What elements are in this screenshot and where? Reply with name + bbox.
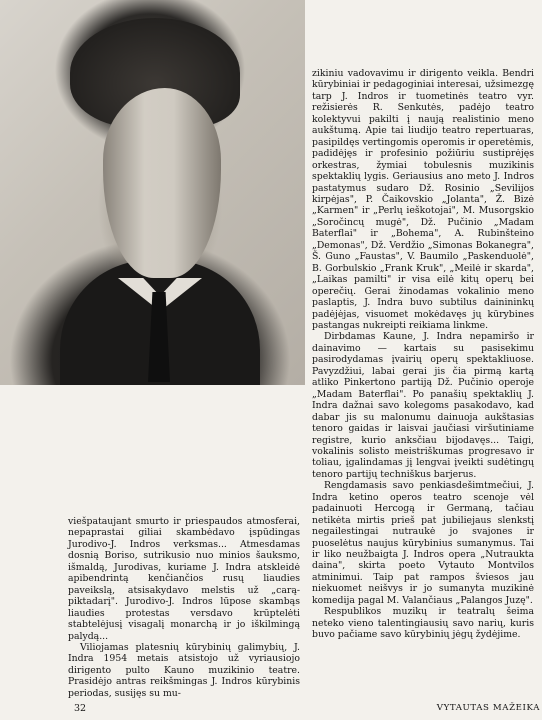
paragraph: Respublikos muzikų ir teatralų šeima neteko vieno talentingiausių savo narių, kuris buvo pačiame savo kūrybinių jėgų žydėjime. xyxy=(312,606,534,641)
left-column-text xyxy=(68,516,300,699)
portrait-photo xyxy=(0,0,305,385)
author-signature: VYTAUTAS MAŽEIKA xyxy=(436,703,540,713)
paragraph: viešpataujant smurto ir priespaudos atmosferai, nepaprastai giliai skambėdavo įspūdingas Jurodivo-J. Indros verksmas... Atmesdamas dosnią Boriso, sutrikusio nuo minios šauksmo, išmaldą, Jurodivas, kuriame J. Indra atskleidė apibendrintą kenčiančios rusų liaudies paveikslą, atsisakydavo melstis už „carą-piktadarį". Jurodivo-J. Indros lūpose skambąs liaudies protestas versdavo krūptelėti stabtelėjusį visagalį monarchą ir jo iškilmingą palydą... xyxy=(68,516,300,642)
paragraph: zikiniu vadovavimu ir dirigento veikla. Bendri kūrybiniai ir pedagoginiai interesai, užsimezgę tarp J. Indros ir tuometinės teatro vyr. režisierės R. Senkutės, padėjo teatro kolektyvui pakilti į naują realistinio meno aukštumą. Apie tai liudijo teatro repertuaras, pasipildęs vertingomis operomis ir operetėmis, padidėjęs ir profesinio požiūriu sustiprėjęs orkestras, žymiai tobulesnis muzikinis spektaklių lygis. Geriausius ano meto J. Indros pastatymus sudaro Dž. Rosinio „Sevilijos kirpėjas", P. Čaikovskio „Jolanta", Ž. Bizė „Karmen" ir „Perlų ieškotojai", M. Musorgskio „Soročincų mugė", Dž. Pučinio „Madam Baterflai" ir „Bohema", A. Rubinšteino „Demonas", Dž. Verdžio „Simonas Bokanegra", Š. Guno „Faustas", V. Baumilo „Paskenduolė", B. Gorbulskio „Frank Kruk", „Meilė ir skarda", „Laikas pamilti" ir visa eilė kitų operų bei operečių. Gerai žinodamas vokalinio meno paslaptis, J. Indra buvo subtilus dainininkų padėjėjas, visuomet mokėdavęs jų kūrybines pastangas nukreipti reikiama linkme. xyxy=(312,68,535,331)
paragraph: Dirbdamas Kaune, J. Indra nepamiršo ir dainavimo — kartais su pasisekimu pasirodydamas įvairių operų spektakliuose. Pavyzdžiui, labai gerai jis čia pirmą kartą atliko Pinkertono partiją Dž. Pučinio operoje „Madam Baterflai". Po panašių spektaklių J. Indra dažnai savo kolegoms pasakodavo, kad dabar jis su malonumu dainuoja aukštasias tenoro gaidas ir laisvai jaučiasi viršutiniame registre, kurio anksčiau bijodavęs... Taigi, vokalinis solisto meistriškumas progresavo ir toliau, įgalindamas jį lengvai įveikti sudėtingų tenoro partijų techniškus barjerus. xyxy=(312,331,534,480)
paragraph: Rengdamasis savo penkiasdešimtmečiui, J. Indra ketino operos teatro scenoje vėl padainuoti Hercogą ir Germaną, tačiau netikėta mirtis prieš pat jubiliejaus slenkstį negailestingai nutraukė jo svajones ir puoselėtus naujus kūrybinius sumanymus. Tai ir liko neužbaigta J. Indros opera „Nutraukta daina", skirta poeto Vytauto Montvilos atminimui. Taip pat rampos šviesos jau niekuomet neišvys ir jo sumanyta muzikinė komedija pagal M. Valančiaus „Palangos Juzę". xyxy=(312,480,534,606)
page-number: 32 xyxy=(74,703,87,714)
right-column-text xyxy=(312,68,534,641)
paragraph: Viliojamas platesnių kūrybinių galimybių, J. Indra 1954 metais atsistojo už vyriausiojo dirigento pulto Kauno muzikinio teatre. Prasidėjo antras reikšmingas J. Indros kūrybinis periodas, susijęs su mu- xyxy=(68,641,300,699)
portrait-face xyxy=(103,88,221,278)
